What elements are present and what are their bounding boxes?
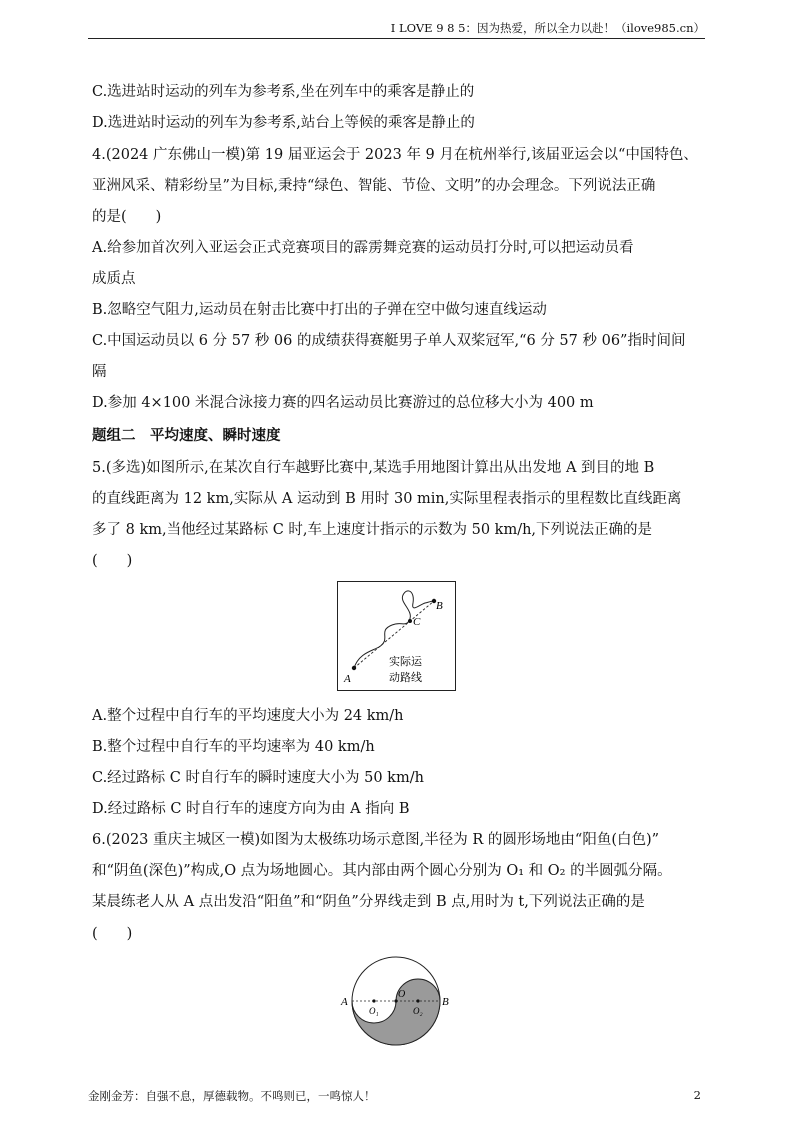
question-5-line2: 的直线距离为 12 km,实际从 A 运动到 B 用时 30 min,实际里程表指示的里程数比直线距离: [92, 491, 682, 507]
option-b-q5: B.整个过程中自行车的平均速率为 40 km/h: [92, 739, 375, 755]
option-d-q3: D.选进站时运动的列车为参考系,站台上等候的乘客是静止的: [92, 115, 475, 131]
option-c-q4-cont: 隔: [92, 364, 107, 380]
point-a-label: A: [341, 996, 348, 1008]
page-header: I LOVE 9 8 5：因为热爱，所以全力以赴！（ilove985.cn）: [88, 18, 705, 39]
point-c-label: C: [413, 616, 421, 628]
point-b-label: B: [436, 600, 443, 612]
question-5-line3: 多了 8 km,当他经过某路标 C 时,车上速度计指示的示数为 50 km/h,下列说法正确的是: [92, 522, 653, 538]
section-heading: 题组二 平均速度、瞬时速度: [92, 427, 281, 444]
question-6-line3: 某晨练老人从 A 点出发沿“阳鱼”和“阴鱼”分界线走到 B 点,用时为 t,下列说法正确的是: [92, 894, 645, 910]
option-c-q5: C.经过路标 C 时自行车的瞬时速度大小为 50 km/h: [92, 770, 424, 786]
point-o1-label: O₁: [369, 1006, 379, 1016]
question-4-line1: 4.(2024 广东佛山一模)第 19 届亚运会于 2023 年 9 月在杭州举行,该届亚运会以“中国特色、: [92, 147, 698, 163]
point-a-label: A: [344, 673, 351, 685]
route-label-2: 动路线: [389, 672, 422, 684]
point-a-dot: [352, 666, 356, 670]
option-d-q4: D.参加 4×100 米混合泳接力赛的四名运动员比赛游过的总位移大小为 400 m: [92, 395, 594, 411]
option-c-q3: C.选进站时运动的列车为参考系,坐在列车中的乘客是静止的: [92, 84, 475, 100]
option-a-q4: A.给参加首次列入亚运会正式竞赛项目的霹雳舞竞赛的运动员打分时,可以把运动员看: [92, 240, 634, 256]
point-o-label: O: [398, 989, 406, 1000]
route-label-1: 实际运: [389, 656, 422, 668]
page-number: 2: [693, 1088, 701, 1102]
option-b-q4: B.忽略空气阻力,运动员在射击比赛中打出的子弹在空中做匀速直线运动: [92, 302, 547, 318]
option-d-q5: D.经过路标 C 时自行车的速度方向为由 A 指向 B: [92, 801, 410, 817]
question-6-line1: 6.(2023 重庆主城区一模)如图为太极练功场示意图,半径为 R 的圆形场地由“阳鱼(白色)”: [92, 832, 660, 848]
point-c-dot: [408, 619, 412, 623]
route-figure: [337, 581, 456, 691]
question-6-line2: 和“阴鱼(深色)”构成,O 点为场地圆心。其内部由两个圆心分别为 O₁ 和 O₂ 的半圆弧分隔。: [92, 863, 672, 879]
taiji-figure: [340, 955, 452, 1047]
option-c-q4: C.中国运动员以 6 分 57 秒 06 的成绩获得赛艇男子单人双桨冠军,“6 分 57 秒 06”指时间间: [92, 333, 686, 349]
point-b-label: B: [442, 996, 449, 1008]
question-4-line3: 的是( ): [92, 209, 162, 225]
point-o2-label: O₂: [413, 1006, 423, 1016]
option-a-q4-cont: 成质点: [92, 271, 136, 287]
question-6-line4: ( ): [92, 926, 133, 942]
option-a-q5: A.整个过程中自行车的平均速度大小为 24 km/h: [92, 708, 404, 724]
question-5-line1: 5.(多选)如图所示,在某次自行车越野比赛中,某选手用地图计算出从出发地 A 到目的地 B: [92, 460, 655, 476]
footer-motto: 金刚金芳：自强不息，厚德载物。不鸣则已，一鸣惊人！: [88, 1089, 376, 1103]
question-5-line4: ( ): [92, 553, 133, 569]
question-4-line2: 亚洲风采、精彩纷呈”为目标,秉持“绿色、智能、节俭、文明”的办会理念。下列说法正确: [92, 178, 656, 194]
